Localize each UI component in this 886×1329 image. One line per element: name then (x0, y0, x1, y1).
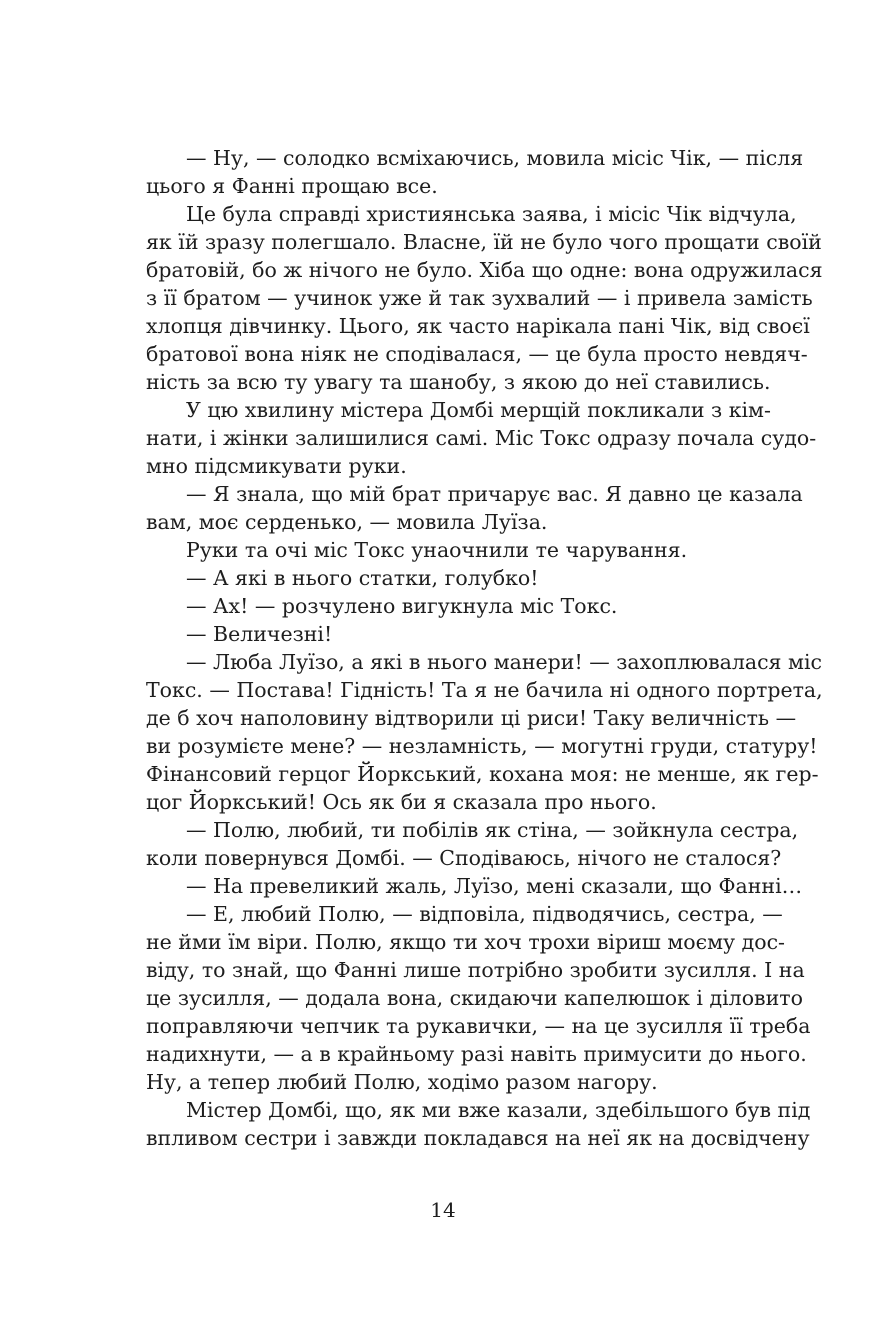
text-line: не йми їм віри. Полю, якщо ти хоч трохи віриш моєму дос- (146, 930, 785, 954)
text-line: — На превеликий жаль, Луїзо, мені сказали, що Фанні… (186, 874, 803, 898)
text-line: Токс. — Постава! Гідність! Та я не бачила ні одного портрета, (146, 678, 823, 702)
text-line: з її братом — учинок уже й так зухвалий — і привела замість (146, 286, 813, 310)
text-line: ви розумієте мене? — незламність, — могутні груди, статуру! (146, 734, 818, 758)
text-line: Фінансовий герцог Йоркський, кохана моя: не менше, як гер- (146, 762, 819, 786)
text-line: цього я Фанні прощаю все. (146, 174, 438, 198)
page-number: 14 (430, 1198, 456, 1222)
text-line: хлопця дівчинку. Цього, як часто нарікала пані Чік, від своєї (146, 314, 810, 338)
text-line: цог Йоркський! Ось як би я сказала про нього. (146, 790, 657, 814)
text-line: У цю хвилину містера Домбі мерщій покликали з кім- (186, 398, 771, 422)
text-line: віду, то знай, що Фанні лише потрібно зробити зусилля. І на (146, 958, 805, 982)
text-line: — Ах! — розчулено вигукнула міс Токс. (186, 594, 618, 618)
text-line: вам, моє серденько, — мовила Луїза. (146, 510, 548, 534)
text-line: коли повернувся Домбі. — Сподіваюсь, нічого не сталося? (146, 846, 782, 870)
text-line: Руки та очі міс Токс унаочнили те чарування. (186, 538, 688, 562)
text-line: мно підсмикувати руки. (146, 454, 407, 478)
text-line: надихнути, — а в крайньому разі навіть примусити до нього. (146, 1042, 807, 1066)
text-line: — Люба Луїзо, а які в нього манери! — захоплювалася міс (186, 650, 822, 674)
text-line: — Величезні! (186, 622, 333, 646)
text-line: як їй зразу полегшало. Власне, їй не було чого прощати своїй (146, 230, 822, 254)
text-line: поправляючи чепчик та рукавички, — на це зусилля її треба (146, 1014, 811, 1038)
text-line: де б хоч наполовину відтворили ці риси! Таку величність — (146, 706, 797, 730)
body-text (146, 144, 823, 1152)
text-line: ність за всю ту увагу та шанобу, з якою до неї ставились. (146, 370, 771, 394)
text-line: нати, і жінки залишилися самі. Міс Токс одразу почала судо- (146, 426, 817, 450)
text-line: братової вона ніяк не сподівалася, — це була просто невдяч- (146, 342, 808, 366)
text-line: — А які в нього статки, голубко! (186, 566, 539, 590)
text-line: Це була справді християнська заява, і місіс Чік відчула, (186, 202, 797, 226)
text-line: братовій, бо ж нічого не було. Хіба що одне: вона одружилася (146, 258, 823, 282)
text-line: — Полю, любий, ти побілів як стіна, — зойкнула сестра, (186, 818, 799, 842)
text-line: — Я знала, що мій брат причарує вас. Я давно це казала (186, 482, 803, 506)
text-line: — Ну, — солодко всміхаючись, мовила місіс Чік, — після (186, 146, 804, 170)
text-line: Містер Домбі, що, як ми вже казали, здебільшого був під (186, 1098, 811, 1122)
text-line: Ну, а тепер любий Полю, ходімо разом нагору. (146, 1070, 658, 1094)
text-line: — Е, любий Полю, — відповіла, підводячись, сестра, — (186, 902, 783, 926)
text-line: це зусилля, — додала вона, скидаючи капелюшок і діловито (146, 986, 803, 1010)
text-line: впливом сестри і завжди покладався на неї як на досвідчену (146, 1126, 810, 1150)
